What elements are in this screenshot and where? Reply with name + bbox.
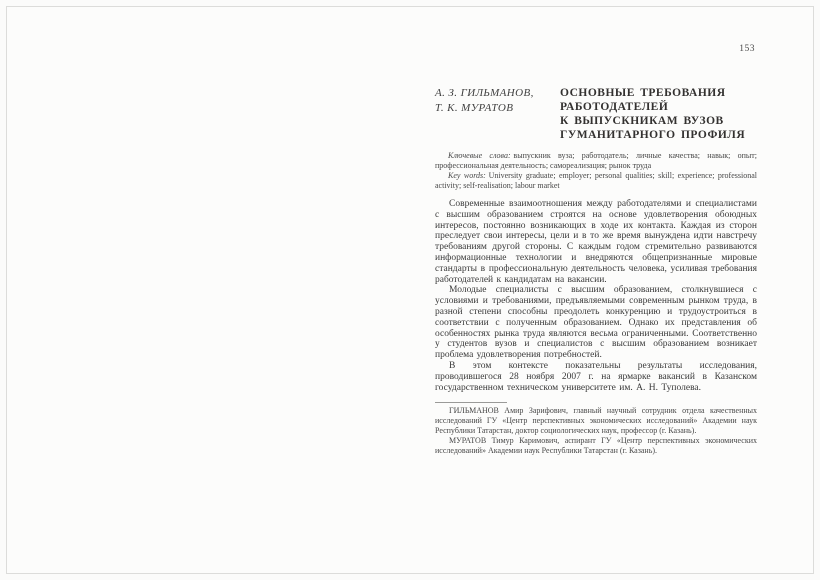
article-header xyxy=(435,86,757,142)
article-body xyxy=(435,199,757,393)
body-paragraph: Современные взаимоотношения между работодателями и специалистами с высшим образованием строятся на основе удовлетворения обоюдных интересов, постоянно возникающих в ходе их контакта. Каждая из сторон преследует свои интересы, цели и в то же время вынуждена идти навстречу требованиям другой стороны. С каждым годом стремительно развиваются информационные технологии и внедряются общепризнанные мировые стандарты в профессиональную деятельность человека, усиливая требования работодателей к кандидатам на вакансии. xyxy=(435,199,757,285)
title-line: ГУМАНИТАРНОГО ПРОФИЛЯ xyxy=(560,129,746,141)
article xyxy=(435,86,757,456)
page-number: 153 xyxy=(739,44,755,54)
author-name: А. З. ГИЛЬМАНОВ, xyxy=(435,87,534,99)
title-line: ОСНОВНЫЕ ТРЕБОВАНИЯ xyxy=(560,87,726,99)
authors-block xyxy=(435,86,560,116)
title-line: РАБОТОДАТЕЛЕЙ xyxy=(560,101,669,113)
keywords-en-label: Key words: xyxy=(448,171,486,180)
keywords-ru-label: Ключевые слова: xyxy=(448,151,511,160)
footnote-rule xyxy=(435,402,507,403)
keywords-block xyxy=(435,151,757,191)
title-line: К ВЫПУСКНИКАМ ВУЗОВ xyxy=(560,115,724,127)
article-title xyxy=(560,86,757,142)
keywords-ru xyxy=(435,151,757,171)
author-name: Т. К. МУРАТОВ xyxy=(435,102,514,114)
keywords-ru-text: выпускник вуза; работодатель; личные качества; навык; опыт; профессиональная деятельность; самореализация; рынок труда xyxy=(435,151,757,170)
body-paragraph: Молодые специалисты с высшим образованием, столкнувшиеся с условиями и требованиями, предъявляемыми современным рынком труда, в разной степени способны преодолеть конкуренцию и трудоустроиться в соответствии с полученным образованием. Однако их представления об особенностях рынка труда являются весьма ограниченными. Соответственно у студентов вузов и специалистов с высшим образованием возникает проблема удовлетворения потребностей. xyxy=(435,285,757,361)
footnote-author-2: МУРАТОВ Тимур Каримович, аспирант ГУ «Центр перспективных экономических исследований» Академии наук Республики Татарстан (г. Казань). xyxy=(435,436,757,456)
footnotes-block xyxy=(435,402,757,456)
keywords-en-text: University graduate; employer; personal qualities; skill; experience; professional activity; self-realisation; labour market xyxy=(435,171,757,190)
body-paragraph: В этом контексте показательны результаты исследования, проводившегося 28 ноября 2007 г. на ярмарке вакансий в Казанском государственном техническом университете им. А. Н. Туполева. xyxy=(435,360,757,393)
footnote-author-1: ГИЛЬМАНОВ Амир Зарифович, главный научный сотрудник отдела качественных исследований ГУ «Центр перспективных экономических исследований» Академии наук Республики Татарстан, доктор социологических наук, профессор (г. Казань). xyxy=(435,406,757,436)
keywords-en xyxy=(435,171,757,191)
